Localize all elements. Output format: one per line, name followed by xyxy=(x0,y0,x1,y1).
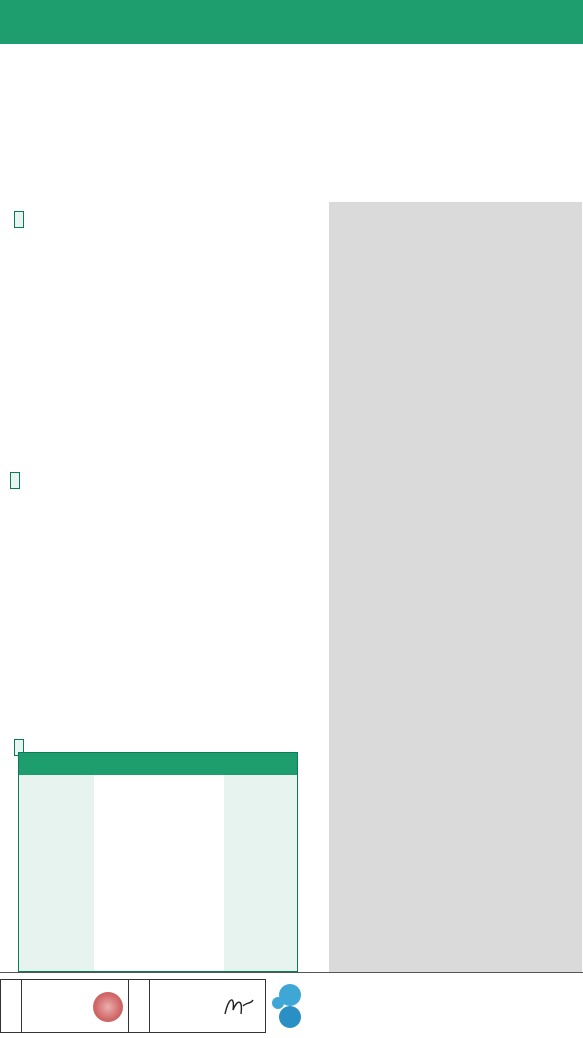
table-header xyxy=(19,753,297,775)
signature-box xyxy=(0,979,266,1033)
additional-ratios-table xyxy=(18,752,298,972)
signature-footer xyxy=(0,972,583,1038)
sml-logo-icon xyxy=(268,981,312,1029)
signature-icon xyxy=(221,992,257,1020)
toxic-ratios-labels xyxy=(0,667,296,729)
seal-stamp-icon xyxy=(93,992,123,1022)
toxic-ratios-chart xyxy=(0,487,296,667)
significant-ratios-labels xyxy=(0,404,212,464)
explanation-panel xyxy=(329,202,582,972)
report-title xyxy=(0,0,583,44)
significant-ratios-chart xyxy=(0,226,212,426)
